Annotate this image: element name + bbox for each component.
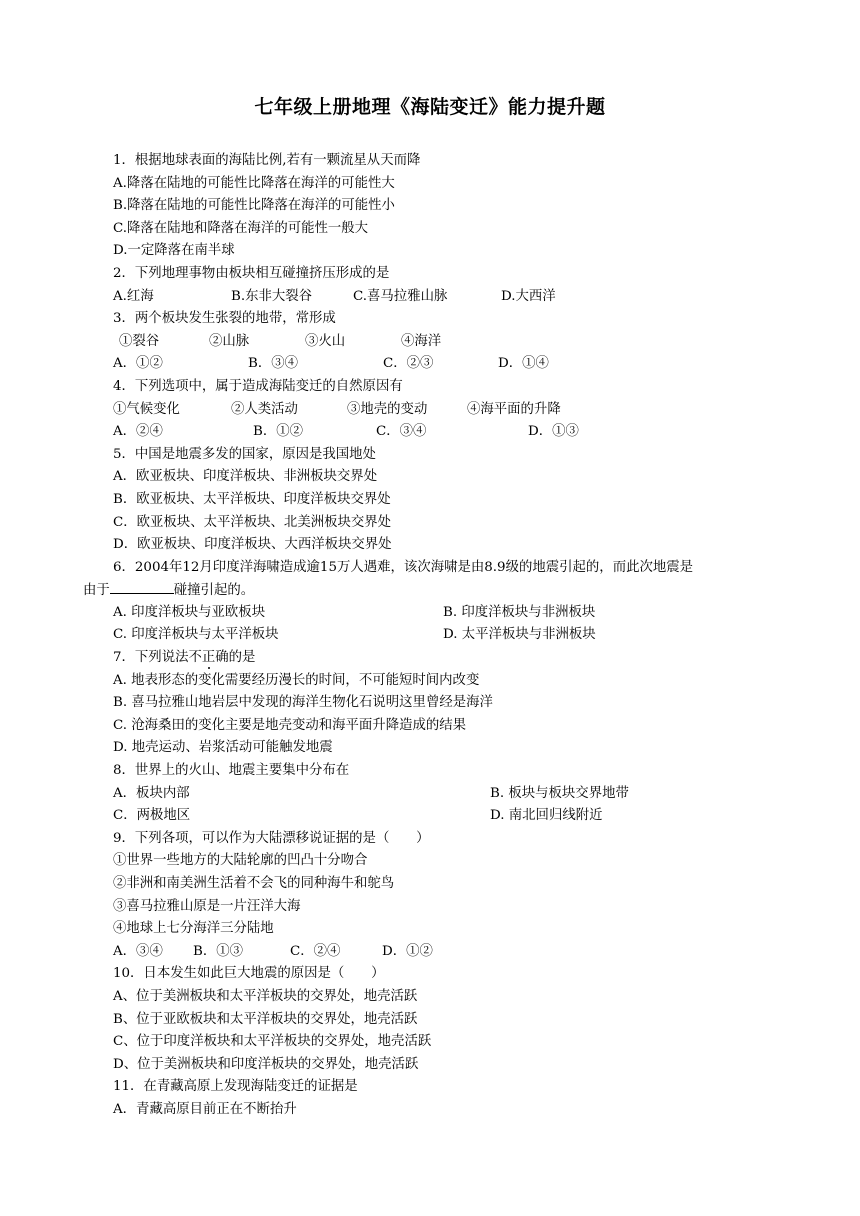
question-3-option-b: B．③④ — [248, 356, 299, 372]
question-3-stem: 3．两个板块发生张裂的地带，常形成 — [113, 311, 336, 327]
question-1-option-c: C.降落在陆地和降落在海洋的可能性一般大 — [113, 220, 369, 236]
question-10-option-c: C、位于印度洋板块和太平洋板块的交界处，地壳活跃 — [113, 1034, 432, 1050]
question-9-item-2: ②非洲和南美洲生活着不会飞的同种海牛和鸵鸟 — [113, 876, 395, 891]
question-8-option-c: C．两极地区 — [113, 808, 191, 824]
question-3-option-d: D．①④ — [498, 356, 549, 372]
question-5-stem: 5．中国是地震多发的国家，原因是我国地处 — [113, 446, 376, 462]
question-4-option-b: B．①② — [253, 424, 304, 440]
question-2-option-d: D.大西洋 — [501, 288, 556, 304]
question-5-option-c: C．欧亚板块、太平洋板块、北美洲板块交界处 — [113, 514, 392, 530]
question-6-stem-prefix: 由于 — [83, 583, 110, 599]
question-7-option-b: B. 喜马拉雅山地岩层中发现的海洋生物化石说明这里曾经是海洋 — [113, 695, 493, 711]
question-list — [83, 150, 793, 1122]
question-10-stem: 10．日本发生如此巨大地震的原因是（ ） — [113, 966, 385, 982]
question-4-option-a: A．②④ — [113, 424, 163, 440]
question-4-option-d: D．①③ — [528, 424, 579, 440]
question-3-options — [113, 353, 793, 376]
question-11-option-a: A．青藏高原目前正在不断抬升 — [113, 1101, 297, 1117]
question-2-options — [113, 286, 793, 309]
question-3-item-3: ③火山 — [305, 333, 346, 349]
question-1-stem: 1．根据地球表面的海陆比例,若有一颗流星从天而降 — [113, 153, 421, 168]
question-4-option-c: C．③④ — [376, 424, 427, 440]
question-8-options-row-1 — [113, 783, 793, 806]
question-7-stem-post: 确的是 — [215, 650, 256, 666]
question-8-options-row-2 — [113, 805, 793, 828]
question-6-option-d: D. 太平洋板块与非洲板块 — [443, 627, 596, 643]
question-7-option-c: C. 沧海桑田的变化主要是地壳变动和海平面升降造成的结果 — [113, 717, 467, 733]
question-9-option-c: C．②④ — [290, 943, 341, 959]
question-9-option-a: A．③④ — [113, 943, 163, 959]
question-9-item-4: ④地球上七分海洋三分陆地 — [113, 921, 274, 937]
question-3-item-4: ④海洋 — [401, 333, 442, 349]
question-8-option-a: A．板块内部 — [113, 785, 190, 801]
question-3-option-c: C．②③ — [383, 356, 434, 372]
question-8-option-b: B. 板块与板块交界地带 — [490, 785, 629, 801]
question-3-item-1: ①裂谷 — [119, 333, 160, 349]
question-9-option-b: B．①③ — [193, 943, 244, 959]
question-2-option-c: C.喜马拉雅山脉 — [353, 288, 448, 304]
question-7-stem-pre: 7．下列说法不 — [113, 650, 202, 666]
question-8-option-d: D. 南北回归线附近 — [490, 808, 603, 824]
question-6-options-row-2 — [113, 624, 793, 647]
question-7-option-d: D. 地壳运动、岩浆活动可能触发地震 — [113, 740, 333, 756]
question-4-item-1: ①气候变化 — [113, 401, 180, 417]
question-8-stem: 8．世界上的火山、地震主要集中分布在 — [113, 763, 350, 779]
question-11-stem: 11．在青藏高原上发现海陆变迁的证据是 — [113, 1079, 358, 1095]
question-9-stem: 9．下列各项，可以作为大陆漂移说证据的是（ ） — [113, 830, 430, 846]
question-10-option-d: D、位于美洲板块和印度洋板块的交界处，地壳活跃 — [113, 1056, 419, 1072]
question-5-option-b: B．欧亚板块、太平洋板块、印度洋板块交界处 — [113, 491, 391, 507]
question-4-item-4: ④海平面的升降 — [467, 401, 561, 417]
question-5-option-a: A．欧亚板块、印度洋板块、非洲板块交界处 — [113, 469, 378, 485]
question-4-item-3: ③地壳的变动 — [347, 401, 428, 417]
question-6-option-a: A. 印度洋板块与亚欧板块 — [113, 604, 266, 620]
question-4-stem: 4．下列选项中，属于造成海陆变迁的自然原因有 — [113, 378, 403, 394]
question-4-options — [113, 421, 793, 444]
question-6-option-b: B. 印度洋板块与非洲板块 — [443, 604, 596, 620]
question-1-option-a: A.降落在陆地的可能性比降落在海洋的可能性大 — [113, 175, 395, 191]
question-3-item-2: ②山脉 — [209, 333, 250, 349]
question-9-option-d: D．①② — [382, 943, 433, 959]
question-1-option-d: D.一定降落在南半球 — [113, 243, 235, 259]
question-10-option-b: B、位于亚欧板块和太平洋板块的交界处，地壳活跃 — [113, 1011, 418, 1027]
question-1-option-b: B.降落在陆地的可能性比降落在海洋的可能性小 — [113, 198, 395, 214]
document-title: 七年级上册地理《海陆变迁》能力提升题 — [254, 96, 606, 118]
question-7-option-a: A. 地表形态的变化需要经历漫长的时间，不可能短时间内改变 — [113, 672, 480, 688]
question-6-option-c: C. 印度洋板块与太平洋板块 — [113, 627, 279, 643]
question-2-option-b: B.东非大裂谷 — [231, 288, 313, 304]
question-4-item-2: ②人类活动 — [231, 401, 298, 417]
question-2-stem: 2．下列地理事物由板块相互碰撞挤压形成的是 — [113, 265, 390, 281]
question-5-option-d: D．欧亚板块、印度洋板块、大西洋板块交界处 — [113, 537, 392, 553]
question-6-stem-line-1: 6．2004年12月印度洋海啸造成逾15万人遇难，该次海啸是由8.9级的地震引起的，而此次地震是 — [113, 559, 694, 575]
question-6-stem-suffix: 碰撞引起的。 — [173, 583, 255, 599]
question-7-stem — [113, 647, 793, 670]
question-3-items — [113, 331, 793, 354]
question-6-fill-blank — [110, 579, 174, 594]
question-6-options-row-1 — [113, 602, 793, 625]
question-9-item-1: ①世界一些地方的大陆轮廓的凹凸十分吻合 — [113, 853, 368, 869]
question-4-items — [113, 399, 793, 422]
question-9-options — [113, 941, 793, 964]
question-7-emphasis: 正 — [201, 650, 216, 666]
question-10-option-a: A、位于美洲板块和太平洋板块的交界处，地壳活跃 — [113, 988, 418, 1004]
question-3-option-a: A．①② — [113, 356, 163, 372]
question-2-option-a: A.红海 — [113, 288, 154, 304]
question-6-stem-line-2 — [83, 579, 793, 602]
question-9-item-3: ③喜马拉雅山原是一片汪洋大海 — [113, 898, 301, 914]
